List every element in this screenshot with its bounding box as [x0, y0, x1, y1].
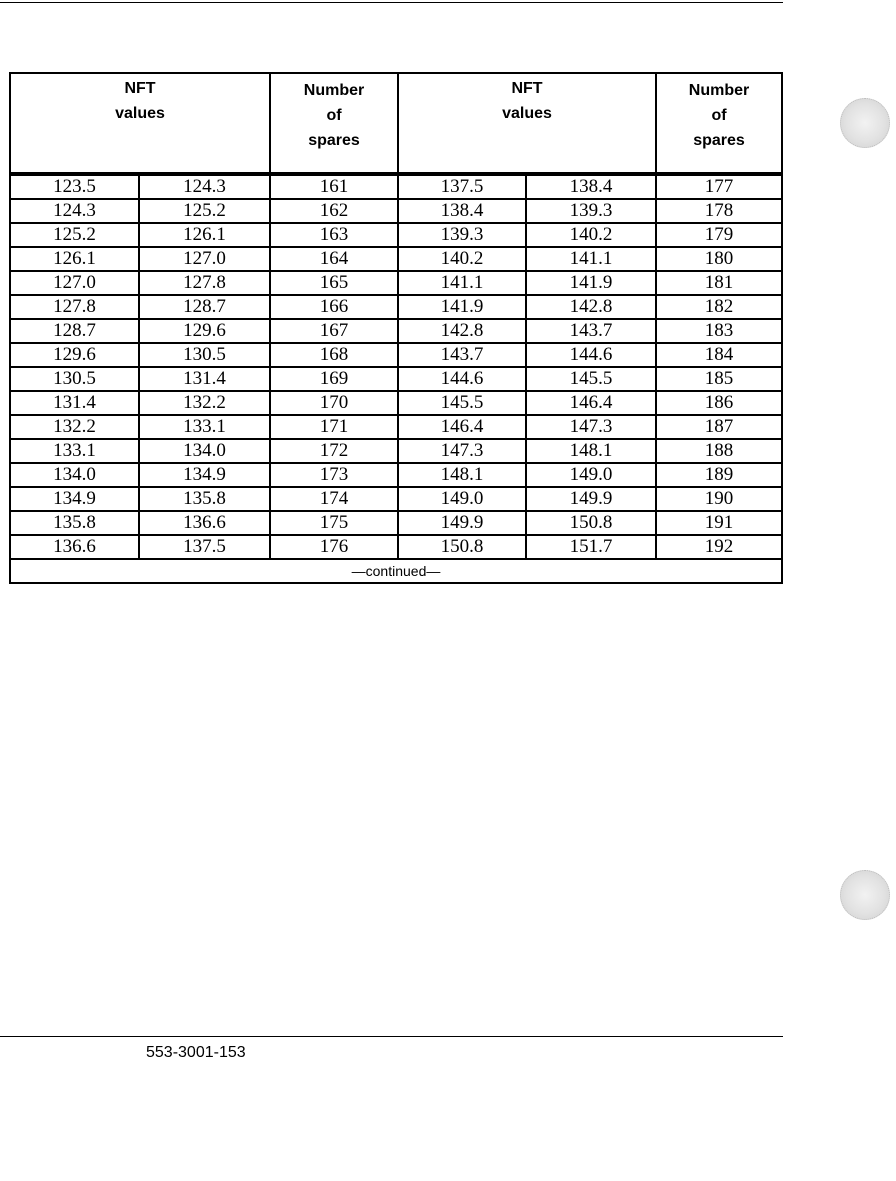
nft-high-right-cell: 143.7: [526, 319, 656, 343]
table-row: [10, 319, 782, 343]
spares-right-cell: 183: [656, 319, 782, 343]
nft-low-right-cell: 149.9: [398, 511, 526, 535]
nft-high-right-cell: 138.4: [526, 174, 656, 199]
nft-high-left-cell: 132.2: [139, 391, 270, 415]
nft-spares-table: [9, 72, 783, 584]
spares-left-cell: 167: [270, 319, 398, 343]
nft-high-left-cell: 136.6: [139, 511, 270, 535]
spares-right-cell: 191: [656, 511, 782, 535]
spares-left-cell: 172: [270, 439, 398, 463]
nft-low-right-cell: 139.3: [398, 223, 526, 247]
table-row: [10, 415, 782, 439]
spares-right-cell: 179: [656, 223, 782, 247]
nft-high-left-cell: 130.5: [139, 343, 270, 367]
nft-high-left-cell: 128.7: [139, 295, 270, 319]
punch-hole-bottom: [840, 870, 890, 920]
table-row: [10, 223, 782, 247]
nft-high-right-cell: 146.4: [526, 391, 656, 415]
table-row: [10, 247, 782, 271]
spares-right-cell: 177: [656, 174, 782, 199]
spares-left-cell: 164: [270, 247, 398, 271]
nft-high-right-cell: 150.8: [526, 511, 656, 535]
nft-high-left-cell: 129.6: [139, 319, 270, 343]
nft-low-right-cell: 149.0: [398, 487, 526, 511]
nft-high-left-cell: 124.3: [139, 174, 270, 199]
spares-left-cell: 173: [270, 463, 398, 487]
nft-high-left-cell: 125.2: [139, 199, 270, 223]
nft-high-left-cell: 131.4: [139, 367, 270, 391]
spares-right-cell: 185: [656, 367, 782, 391]
nft-low-right-cell: 137.5: [398, 174, 526, 199]
nft-low-right-cell: 148.1: [398, 463, 526, 487]
nft-low-right-cell: 138.4: [398, 199, 526, 223]
nft-low-left-cell: 125.2: [10, 223, 139, 247]
nft-high-left-cell: 133.1: [139, 415, 270, 439]
spares-right-cell: 178: [656, 199, 782, 223]
table-row: [10, 367, 782, 391]
table-row: [10, 391, 782, 415]
table-body: [10, 174, 782, 583]
table-row: [10, 199, 782, 223]
nft-high-left-cell: 134.0: [139, 439, 270, 463]
spares-left-cell: 165: [270, 271, 398, 295]
header-nft-values-left: NFT values: [10, 73, 270, 174]
spares-right-cell: 188: [656, 439, 782, 463]
spares-left-cell: 163: [270, 223, 398, 247]
nft-high-right-cell: 139.3: [526, 199, 656, 223]
nft-low-right-cell: 150.8: [398, 535, 526, 559]
spares-left-cell: 175: [270, 511, 398, 535]
bottom-rule: [0, 1036, 783, 1037]
table-row: [10, 535, 782, 559]
table-row: [10, 487, 782, 511]
spares-right-cell: 180: [656, 247, 782, 271]
punch-hole-top: [840, 98, 890, 148]
nft-low-left-cell: 130.5: [10, 367, 139, 391]
nft-low-left-cell: 129.6: [10, 343, 139, 367]
nft-low-left-cell: 123.5: [10, 174, 139, 199]
nft-high-right-cell: 141.9: [526, 271, 656, 295]
nft-low-left-cell: 131.4: [10, 391, 139, 415]
nft-high-left-cell: 126.1: [139, 223, 270, 247]
spares-right-cell: 187: [656, 415, 782, 439]
table-row: [10, 295, 782, 319]
spares-right-cell: 192: [656, 535, 782, 559]
nft-low-right-cell: 142.8: [398, 319, 526, 343]
spares-left-cell: 169: [270, 367, 398, 391]
spares-right-cell: 186: [656, 391, 782, 415]
nft-low-right-cell: 145.5: [398, 391, 526, 415]
nft-low-left-cell: 132.2: [10, 415, 139, 439]
table-row: [10, 463, 782, 487]
nft-high-left-cell: 127.8: [139, 271, 270, 295]
nft-high-right-cell: 141.1: [526, 247, 656, 271]
nft-low-left-cell: 126.1: [10, 247, 139, 271]
header-number-of-spares-right: Number of spares: [656, 73, 782, 174]
nft-high-right-cell: 142.8: [526, 295, 656, 319]
nft-low-right-cell: 141.9: [398, 295, 526, 319]
table-row: [10, 174, 782, 199]
spares-right-cell: 190: [656, 487, 782, 511]
spares-right-cell: 189: [656, 463, 782, 487]
nft-low-right-cell: 143.7: [398, 343, 526, 367]
nft-high-right-cell: 145.5: [526, 367, 656, 391]
table-row: [10, 343, 782, 367]
nft-high-right-cell: 140.2: [526, 223, 656, 247]
nft-low-left-cell: 127.8: [10, 295, 139, 319]
spares-right-cell: 184: [656, 343, 782, 367]
nft-low-left-cell: 133.1: [10, 439, 139, 463]
nft-high-right-cell: 151.7: [526, 535, 656, 559]
nft-low-right-cell: 144.6: [398, 367, 526, 391]
nft-low-right-cell: 147.3: [398, 439, 526, 463]
top-rule: [0, 2, 783, 3]
nft-high-left-cell: 127.0: [139, 247, 270, 271]
nft-high-left-cell: 135.8: [139, 487, 270, 511]
nft-low-left-cell: 128.7: [10, 319, 139, 343]
nft-high-left-cell: 134.9: [139, 463, 270, 487]
header-number-of-spares-left: Number of spares: [270, 73, 398, 174]
nft-low-right-cell: 141.1: [398, 271, 526, 295]
spares-left-cell: 168: [270, 343, 398, 367]
table-header-row: [10, 73, 782, 174]
spares-left-cell: 166: [270, 295, 398, 319]
spares-left-cell: 162: [270, 199, 398, 223]
nft-low-left-cell: 134.0: [10, 463, 139, 487]
nft-high-right-cell: 149.9: [526, 487, 656, 511]
spares-left-cell: 171: [270, 415, 398, 439]
nft-low-left-cell: 124.3: [10, 199, 139, 223]
nft-low-right-cell: 146.4: [398, 415, 526, 439]
table-row: [10, 511, 782, 535]
nft-low-left-cell: 135.8: [10, 511, 139, 535]
nft-high-right-cell: 147.3: [526, 415, 656, 439]
nft-low-left-cell: 136.6: [10, 535, 139, 559]
continued-label: —continued—: [10, 559, 782, 583]
table-row: [10, 271, 782, 295]
table-row: [10, 439, 782, 463]
nft-high-left-cell: 137.5: [139, 535, 270, 559]
spares-right-cell: 181: [656, 271, 782, 295]
nft-low-left-cell: 127.0: [10, 271, 139, 295]
spares-left-cell: 170: [270, 391, 398, 415]
nft-high-right-cell: 148.1: [526, 439, 656, 463]
nft-high-right-cell: 149.0: [526, 463, 656, 487]
spares-right-cell: 182: [656, 295, 782, 319]
nft-low-left-cell: 134.9: [10, 487, 139, 511]
document-number: 553-3001-153: [146, 1044, 246, 1061]
continued-row: [10, 559, 782, 583]
nft-high-right-cell: 144.6: [526, 343, 656, 367]
spares-left-cell: 176: [270, 535, 398, 559]
spares-left-cell: 161: [270, 174, 398, 199]
spares-left-cell: 174: [270, 487, 398, 511]
nft-low-right-cell: 140.2: [398, 247, 526, 271]
header-nft-values-right: NFT values: [398, 73, 656, 174]
